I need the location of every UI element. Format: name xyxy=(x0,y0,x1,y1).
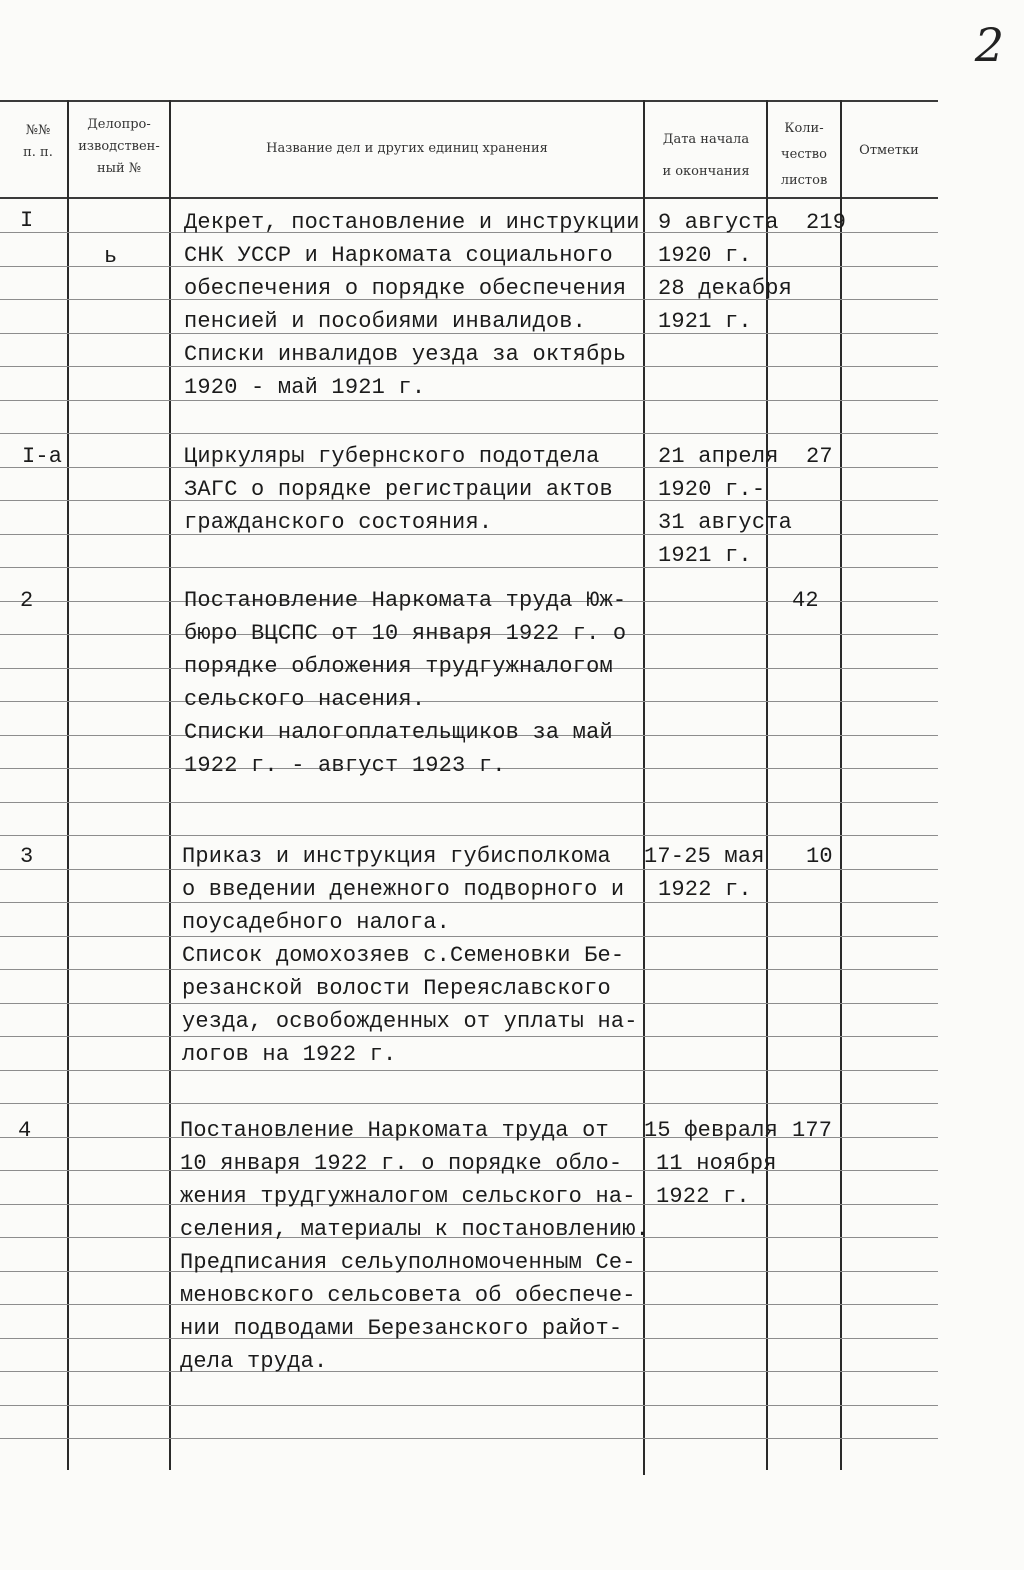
header-count xyxy=(768,116,840,194)
title-line: Список домохозяев с.Семеновки Бе- xyxy=(182,943,625,968)
header-notes-text: Отметки xyxy=(859,143,919,158)
date-line: 1922 г. xyxy=(656,1184,750,1209)
entry-title xyxy=(184,440,613,539)
page-number: 2 xyxy=(974,18,1004,72)
col-divider-2 xyxy=(169,100,171,1470)
date-line: 17-25 мая xyxy=(644,844,765,869)
entry-num: 2 xyxy=(20,588,34,613)
header-delo-line2: изводствен- xyxy=(78,139,160,154)
entry-num: 3 xyxy=(20,844,34,869)
header-count-line2: чество xyxy=(781,147,827,162)
date-line: 31 августа xyxy=(658,510,793,535)
ruled-line xyxy=(0,1103,938,1104)
ruled-line xyxy=(0,1405,938,1406)
title-line: пенсией и пособиями инвалидов. xyxy=(184,309,587,334)
title-line: Списки инвалидов уезда за октябрь xyxy=(184,342,627,367)
title-line: 1922 г. - август 1923 г. xyxy=(184,753,506,778)
title-line: Приказ и инструкция губисполкома xyxy=(182,844,611,869)
ruled-line xyxy=(0,1438,938,1439)
col-divider-5 xyxy=(840,100,842,1470)
title-line: селения, материалы к постановлению. xyxy=(180,1217,650,1242)
entry-dates xyxy=(644,1114,778,1213)
header-dates-line1: Дата начала xyxy=(662,132,750,147)
title-line: жения трудгужналогом сельского на- xyxy=(180,1184,636,1209)
header-title-text: Название дел и других единиц хранения xyxy=(266,141,548,156)
title-line: Постановление Наркомата труда Юж- xyxy=(184,588,627,613)
entry-dates xyxy=(658,440,792,572)
header-dates xyxy=(646,124,766,188)
title-line: бюро ВЦСПС от 10 января 1922 г. о xyxy=(184,621,627,646)
title-line: меновского сельсовета об обеспече- xyxy=(180,1283,636,1308)
entry-num: 4 xyxy=(18,1118,32,1143)
date-line: 1922 г. xyxy=(658,877,752,902)
entry-dates xyxy=(644,840,765,906)
date-line: 1921 г. xyxy=(658,543,752,568)
date-line: 21 апреля xyxy=(658,444,779,469)
date-line: 28 декабря xyxy=(658,276,793,301)
entry-title xyxy=(182,840,638,1071)
title-line: Предписания сельуполномоченным Се- xyxy=(180,1250,636,1275)
entry-num: I-a xyxy=(22,444,63,469)
entry-count: 10 xyxy=(806,844,833,869)
title-line: резанской волости Переяславского xyxy=(182,976,611,1001)
header-title xyxy=(172,138,642,160)
title-line: дела труда. xyxy=(180,1349,328,1374)
date-line: 1921 г. xyxy=(658,309,752,334)
title-line: уезда, освобожденных от уплаты на- xyxy=(182,1009,638,1034)
ruled-line xyxy=(0,433,938,434)
title-line: гражданского состояния. xyxy=(184,510,493,535)
header-delo-line1: Делопро- xyxy=(87,117,151,132)
ruled-line xyxy=(0,835,938,836)
ruled-line xyxy=(0,567,938,568)
header-num-line1: №№ xyxy=(25,123,51,138)
title-line: Постановление Наркомата труда от xyxy=(180,1118,609,1143)
title-line: поусадебного налога. xyxy=(182,910,451,935)
title-line: обеспечения о порядке обеспечения xyxy=(184,276,627,301)
header-dates-line2: и окончания xyxy=(662,164,750,179)
title-line: логов на 1922 г. xyxy=(182,1042,397,1067)
title-line: Циркуляры губернского подотдела xyxy=(184,444,600,469)
entry-delo: ь xyxy=(104,244,118,269)
date-line: 1920 г. xyxy=(658,243,752,268)
title-line: 1920 - май 1921 г. xyxy=(184,375,426,400)
date-line: 15 февраля xyxy=(644,1118,779,1143)
title-line: 10 января 1922 г. о порядке обло- xyxy=(180,1151,623,1176)
entry-count: 27 xyxy=(806,444,833,469)
title-line: порядке обложения трудгужналогом xyxy=(184,654,613,679)
title-line: сельского насения. xyxy=(184,687,426,712)
date-line: 11 ноября xyxy=(656,1151,777,1176)
title-line: СНК УССР и Наркомата социального xyxy=(184,243,613,268)
date-line: 9 августа xyxy=(658,210,779,235)
entry-count: 177 xyxy=(792,1118,833,1143)
header-delo xyxy=(70,114,168,180)
date-line: 1920 г.- xyxy=(658,477,766,502)
entry-title xyxy=(184,584,626,782)
entry-num: I xyxy=(20,208,34,233)
header-num xyxy=(10,120,66,164)
entry-title xyxy=(180,1114,649,1378)
title-line: ЗАГС о порядке регистрации актов xyxy=(184,477,613,502)
col-divider-1 xyxy=(67,100,69,1470)
title-line: нии подводами Березанского райот- xyxy=(180,1316,623,1341)
header-num-line2: п. п. xyxy=(23,145,53,160)
header-count-line1: Коли- xyxy=(784,121,824,136)
header-bottom-border xyxy=(0,197,938,199)
title-line: о введении денежного подворного и xyxy=(182,877,625,902)
header-notes xyxy=(842,140,936,162)
title-line: Списки налогоплательщиков за май xyxy=(184,720,613,745)
entry-count: 42 xyxy=(792,588,819,613)
entry-title xyxy=(184,206,640,404)
table-top-border xyxy=(0,100,938,102)
ruled-line xyxy=(0,802,938,803)
header-count-line3: листов xyxy=(780,173,828,188)
header-delo-line3: ный № xyxy=(96,161,142,176)
entry-count: 219 xyxy=(806,210,847,235)
title-line: Декрет, постановление и инструкции xyxy=(184,210,640,235)
entry-dates xyxy=(658,206,792,338)
